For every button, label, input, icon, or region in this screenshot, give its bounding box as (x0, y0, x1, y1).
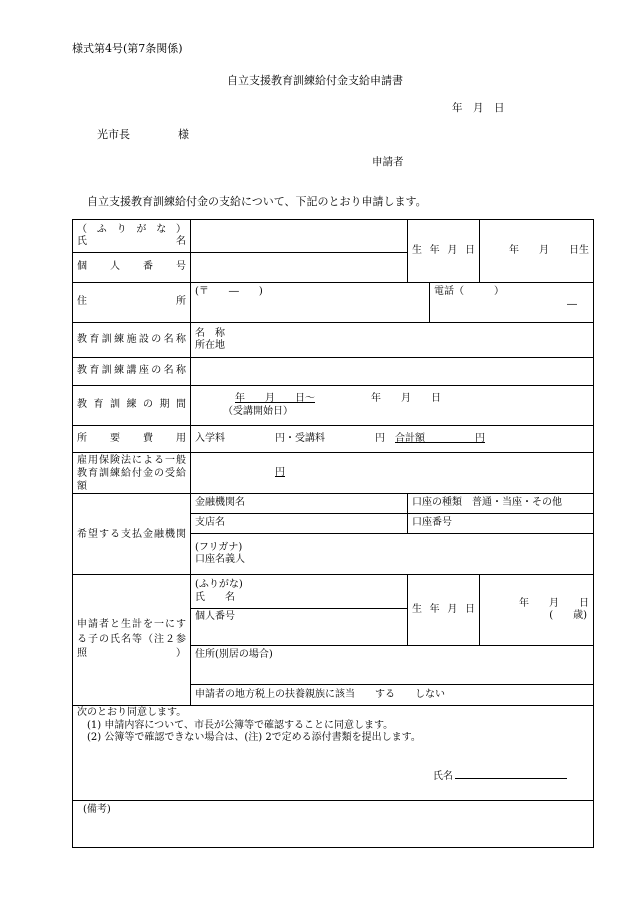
branch-label: 支店名 (195, 517, 225, 529)
period-label: 教育訓練の期間 (73, 386, 191, 426)
signature-label: 氏名 (433, 771, 453, 782)
dependent-field[interactable] (191, 685, 594, 706)
insurance-label: 雇用保険法による一般教育訓練給付金の受給額 (73, 453, 191, 494)
consent-item-2: (2) 公簿等で確認できない場合は、(注) 2で定める添付書類を提出します。 (87, 732, 421, 743)
application-form-table (72, 219, 594, 848)
form-number: 様式第4号(第7条関係) (72, 42, 183, 55)
mynumber-field[interactable] (191, 253, 408, 283)
address-field[interactable] (191, 283, 430, 323)
bank-name-field[interactable] (191, 494, 408, 514)
furigana-label: （ふりがな） (77, 223, 186, 235)
bank-name-label: 金融機関名 (195, 497, 245, 509)
name-label: 氏 名 (77, 236, 186, 247)
account-number-field[interactable] (408, 514, 594, 534)
date-line: 年 月 日 (452, 102, 505, 114)
account-type-field[interactable] (408, 494, 594, 514)
account-holder-field[interactable] (191, 534, 594, 575)
applicant-label: 申請者 (372, 156, 404, 168)
phone-dash: ― (567, 298, 577, 310)
consent-section (73, 706, 594, 801)
account-type-label: 口座の種類 普通・当座・その他 (412, 497, 562, 509)
phone-field[interactable] (430, 283, 594, 323)
phone-label: 電話（ ） (434, 286, 504, 297)
postal-code: (〒 ― ) (195, 286, 263, 297)
child-name-label: 氏 名 (195, 591, 235, 603)
signature-underline (455, 767, 567, 779)
name-label-cell (73, 220, 191, 253)
child-birth-value: 年 月 日 (519, 597, 589, 609)
birth-value: 年 月 日生 (509, 244, 589, 256)
holder-furigana-label: (フリガナ) (195, 541, 243, 553)
intro-text: 自立支援教育訓練給付金の支給について、下記のとおり申請します。 (87, 195, 427, 208)
remarks-label: (備考) (83, 804, 111, 815)
dependent-label: 申請者の地方税上の扶養親族に該当 する しない (195, 688, 445, 700)
birth-label: 生年月日 (408, 220, 480, 283)
account-number-label: 口座番号 (412, 517, 452, 529)
facility-label: 教育訓練施設の名称 (73, 323, 191, 358)
child-mynumber-label: 個人番号 (191, 608, 407, 624)
consent-item-1: (1) 申請内容について、市長が公簿等で確認することに同意します。 (87, 719, 394, 731)
insurance-field[interactable] (191, 453, 594, 494)
cost-field[interactable] (191, 426, 594, 453)
child-address-field[interactable] (191, 646, 594, 685)
course-field[interactable] (191, 358, 594, 386)
child-name-field[interactable] (191, 575, 408, 646)
child-furigana-label: (ふりがな) (195, 579, 243, 590)
period-end: 年 月 日 (371, 393, 441, 404)
mynumber-label: 個人番号 (73, 253, 191, 283)
cost-label: 所要費用 (73, 426, 191, 453)
document-title: 自立支援教育訓練給付金支給申請書 (227, 74, 403, 87)
consent-intro: 次のとおり同意します。 (77, 707, 187, 718)
facility-name-label: 名 称 (195, 327, 225, 339)
remarks-field[interactable] (73, 801, 594, 848)
insurance-value: 円 (275, 466, 285, 478)
period-field[interactable] (191, 386, 594, 426)
child-age: ( 歳) (549, 610, 587, 621)
branch-field[interactable] (191, 514, 408, 534)
bank-label: 希望する支払金融機関 (73, 494, 191, 575)
signature-line[interactable] (433, 767, 567, 784)
addressee-name: 光市長 (97, 128, 130, 141)
period-start-row (195, 393, 589, 406)
facility-field[interactable] (191, 323, 594, 358)
cost-admission: 入学料 円・受講料 円 (195, 432, 385, 444)
child-birth-label: 生年月日 (408, 575, 480, 646)
birth-field[interactable] (480, 220, 594, 283)
period-start: 年 月 日～ (235, 393, 315, 404)
honorific: 様 (178, 128, 189, 141)
address-label: 住 所 (73, 283, 191, 323)
course-label: 教育訓練講座の名称 (73, 358, 191, 386)
holder-name-label: 口座名義人 (195, 554, 245, 565)
cost-total: 合計額 円 (395, 432, 485, 444)
name-field[interactable] (191, 220, 408, 253)
facility-location-label: 所在地 (195, 340, 225, 351)
child-address-label: 住所(別居の場合) (195, 649, 273, 660)
addressee (97, 126, 189, 142)
child-birth-field[interactable] (480, 575, 594, 646)
child-label: 申請者と生計を一にする子の氏名等（注２参照） (73, 575, 191, 706)
period-start-note: （受講開始日） (223, 405, 293, 417)
